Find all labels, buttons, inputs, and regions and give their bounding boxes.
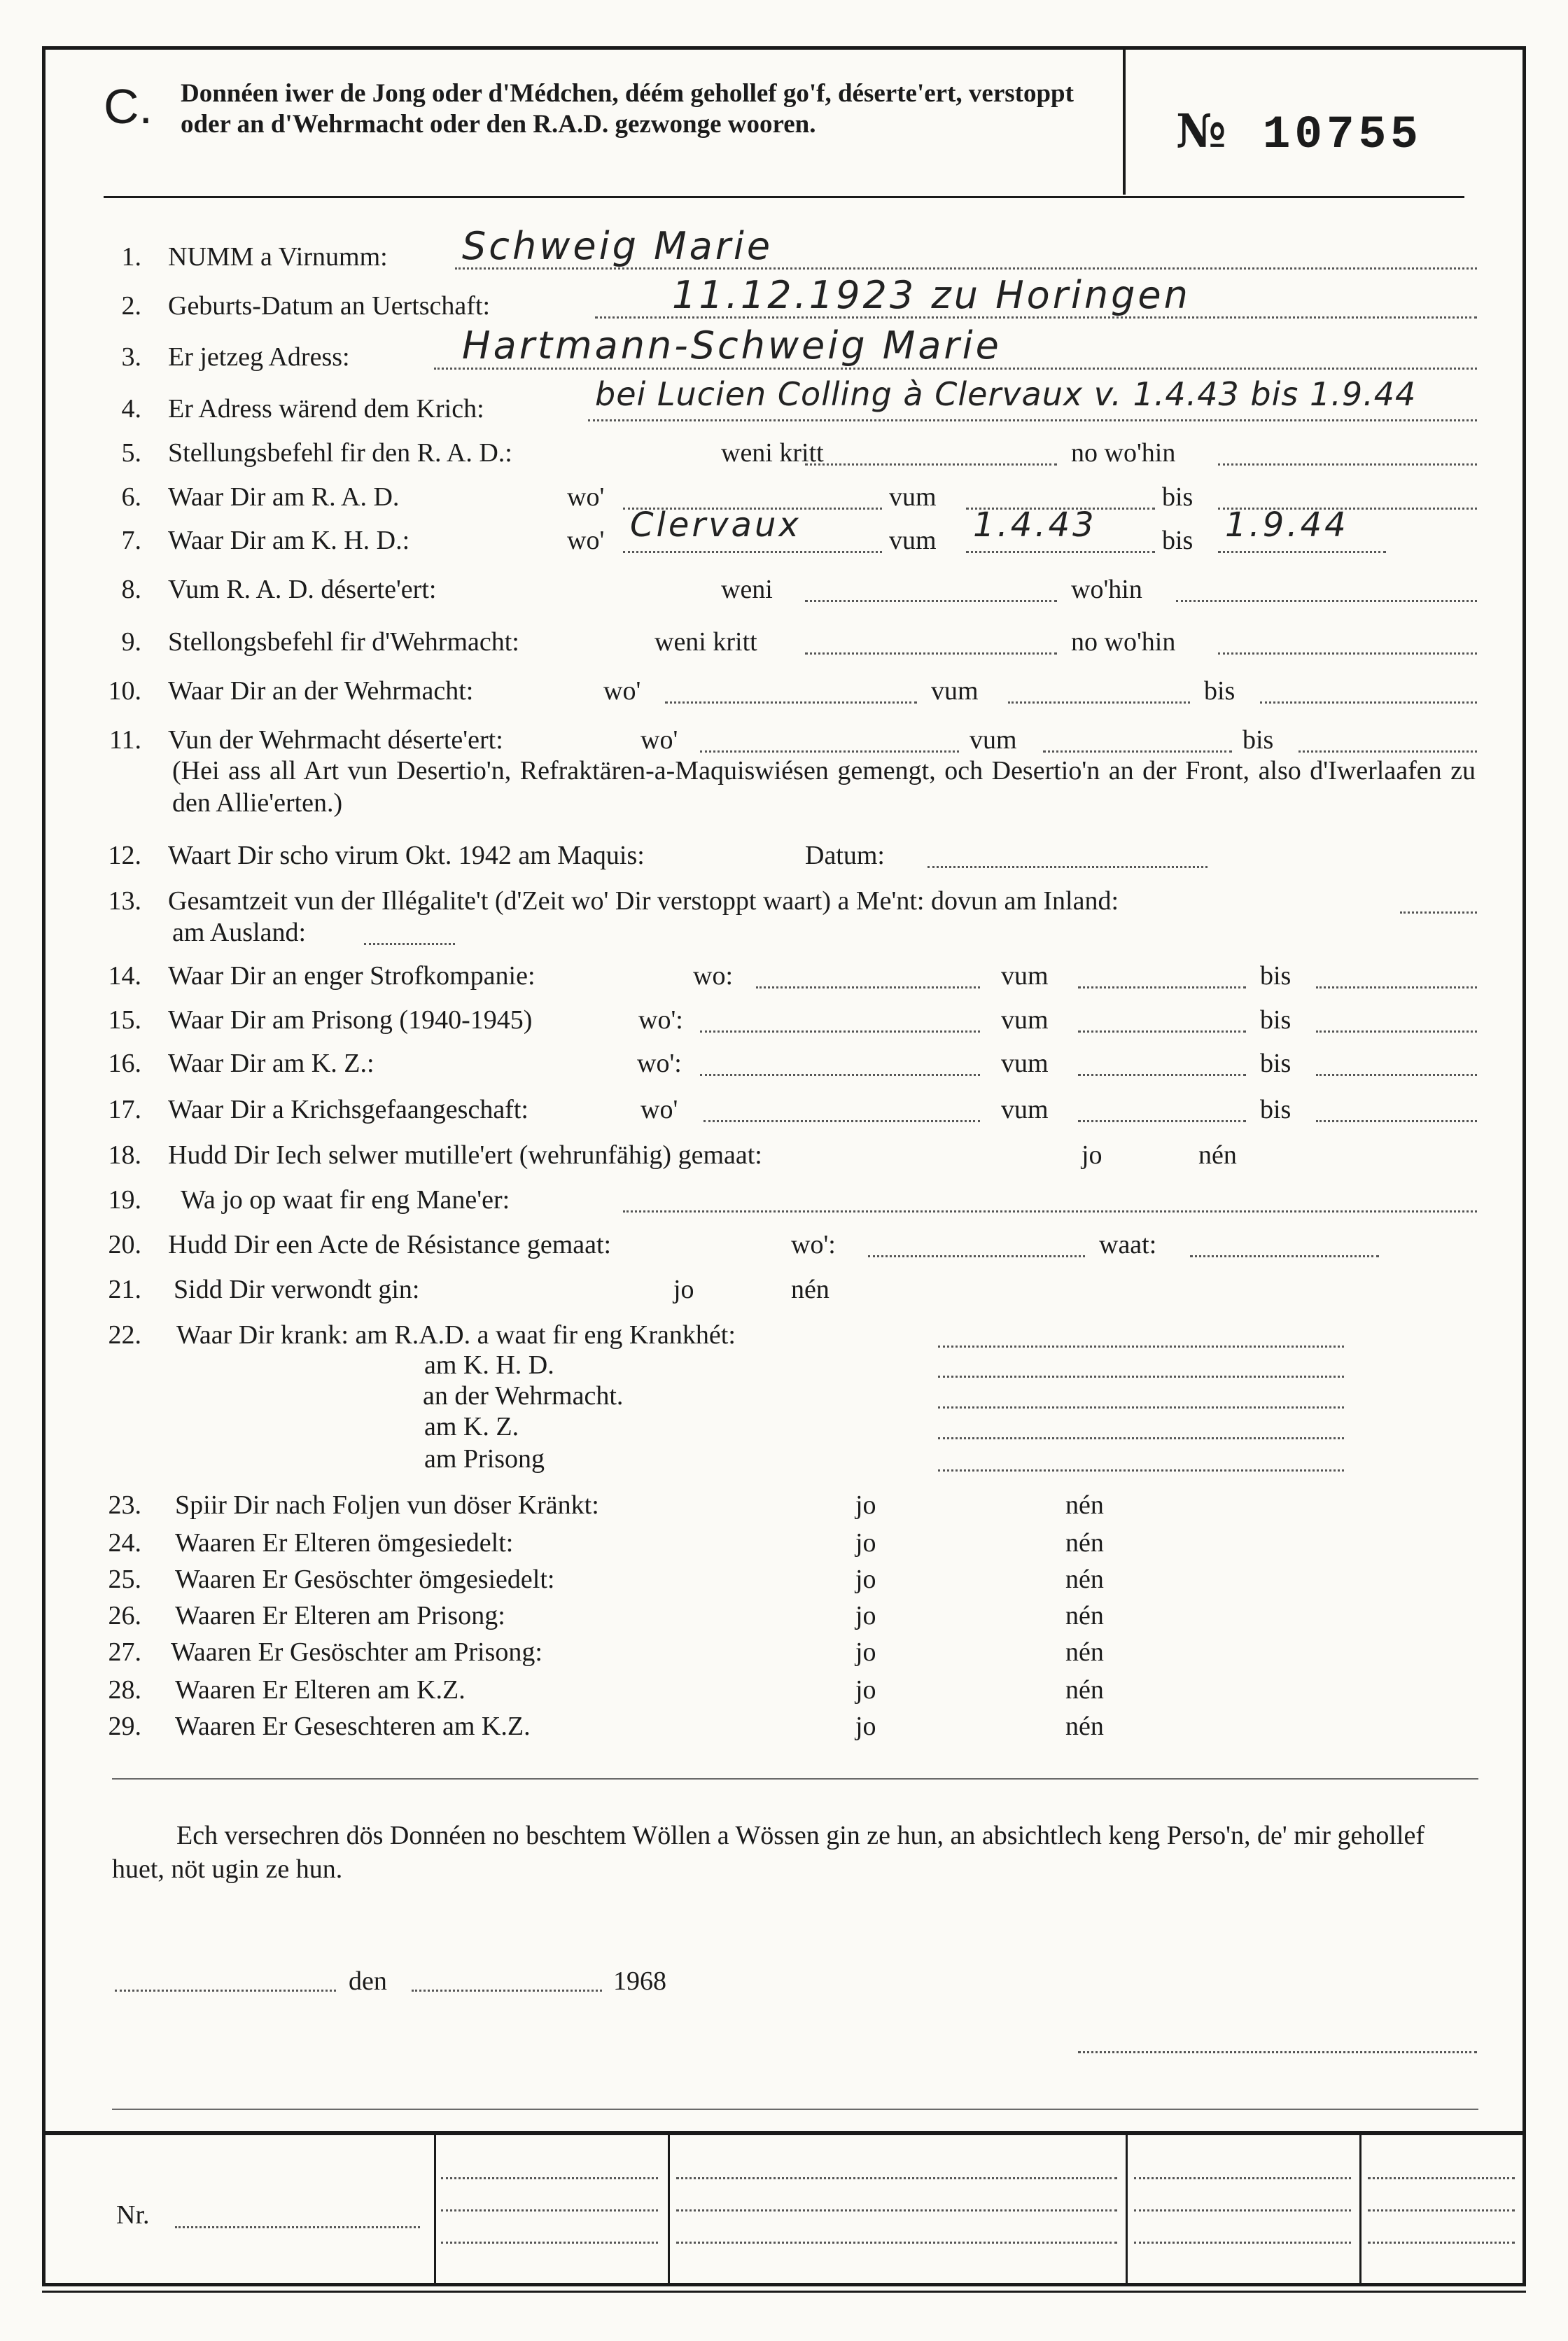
date-den: den xyxy=(349,1966,387,1996)
declaration-text: Ech versechren dös Donnéen no beschtem Wöllen a Wössen gin ze hun, an absichtlech keng Perso'n, de' mir gehollef huet, nöt ugin ze hun. xyxy=(112,1821,1424,1884)
section-divider xyxy=(112,2109,1478,2110)
table-cell-line[interactable] xyxy=(1134,2242,1351,2244)
field-label: wo': xyxy=(638,1005,683,1035)
item-label: Waaren Er Elteren am K.Z. xyxy=(175,1675,465,1705)
item-label: Waar Dir an enger Strofkompanie: xyxy=(168,961,536,991)
item-sublabel: an der Wehrmacht. xyxy=(423,1381,624,1411)
item-number: 17. xyxy=(108,1095,141,1124)
item-number: 6. xyxy=(121,482,141,512)
table-cell-line[interactable] xyxy=(676,2242,1117,2244)
item-label: Waaren Er Geseschteren am K.Z. xyxy=(175,1712,531,1741)
item-number: 21. xyxy=(108,1275,141,1304)
field-label: bis xyxy=(1162,526,1194,555)
answer-line[interactable] xyxy=(1316,1030,1477,1033)
field-label: bis xyxy=(1204,676,1236,706)
answer-line[interactable] xyxy=(938,1376,1344,1378)
field-label: vum xyxy=(889,526,937,555)
item-label: Waaren Er Elteren am Prisong: xyxy=(175,1601,505,1630)
option-no[interactable]: nén xyxy=(791,1275,830,1304)
item-number: 15. xyxy=(108,1005,141,1035)
item-number: 5. xyxy=(121,438,141,468)
item-number: 8. xyxy=(121,575,141,604)
field-label: vum xyxy=(1001,1095,1049,1124)
field-label: bis xyxy=(1260,1095,1292,1124)
answer-line[interactable] xyxy=(623,551,882,553)
answer-line[interactable] xyxy=(1260,701,1477,704)
answer-line[interactable] xyxy=(1008,701,1190,704)
form-title: Donnéen iwer de Jong oder d'Médchen, déém gehollef go'f, déserte'ert, verstoppt oder an d'Wehrmacht oder den R.A.D. gezwonge wooren. xyxy=(181,79,1074,139)
item-label: Waar Dir am R. A. D. xyxy=(168,482,400,512)
field-label: weni kritt xyxy=(654,627,757,657)
item-label: Waar Dir am K. H. D.: xyxy=(168,526,410,555)
answer-line[interactable] xyxy=(588,419,1477,421)
item-label: NUMM a Virnumm: xyxy=(168,242,388,272)
item-number: 29. xyxy=(108,1712,141,1741)
item-label: Waar Dir krank: am R.A.D. a waat fir eng Krankhét: xyxy=(176,1320,736,1350)
option-yes[interactable]: jo xyxy=(855,1601,876,1630)
handwritten-answer: Hartmann-Schweig Marie xyxy=(462,323,1002,368)
table-col-divider xyxy=(1126,2134,1128,2286)
item-label: Spiir Dir nach Foljen vun döser Kränkt: xyxy=(175,1490,599,1520)
item-label: Waart Dir scho virum Okt. 1942 am Maquis: xyxy=(168,841,645,870)
field-label: vum xyxy=(1001,1005,1049,1035)
handwritten-answer: bei Lucien Colling à Clervaux v. 1.4.43 bis 1.9.44 xyxy=(595,375,1417,413)
item-label: Er jetzeg Adress: xyxy=(168,342,350,372)
answer-line[interactable] xyxy=(665,701,917,704)
answer-line[interactable] xyxy=(1316,1074,1477,1076)
field-label: wo': xyxy=(791,1230,836,1259)
field-label: wo' xyxy=(640,725,678,755)
field-label: no wo'hin xyxy=(1071,627,1176,657)
answer-line[interactable] xyxy=(700,750,959,753)
answer-line[interactable] xyxy=(966,551,1155,553)
item-label: Wa jo op waat fir eng Mane'er: xyxy=(181,1185,510,1215)
item-label: Hudd Dir Iech selwer mutille'ert (wehrunfähig) gemaat: xyxy=(168,1140,762,1170)
handwritten-answer: 11.12.1923 zu Horingen xyxy=(672,273,1191,317)
table-cell-line[interactable] xyxy=(1134,2209,1351,2211)
item-number: 19. xyxy=(108,1185,141,1215)
item-number: 28. xyxy=(108,1675,141,1705)
table-cell-line[interactable] xyxy=(441,2242,658,2244)
field-label: Datum: xyxy=(805,841,885,870)
item-sublabel: am Prisong xyxy=(424,1444,545,1474)
item-sublabel: am K. H. D. xyxy=(424,1350,554,1380)
number-symbol: № xyxy=(1176,104,1226,158)
option-no[interactable]: nén xyxy=(1065,1637,1104,1667)
item-number: 9. xyxy=(121,627,141,657)
field-label: bis xyxy=(1242,725,1274,755)
field-label: weni xyxy=(721,575,773,604)
answer-line[interactable] xyxy=(938,1437,1344,1439)
field-label: bis xyxy=(1260,1005,1292,1035)
item-label: Vum R. A. D. déserte'ert: xyxy=(168,575,437,604)
answer-line[interactable] xyxy=(364,943,455,945)
handwritten-answer: Schweig Marie xyxy=(462,224,774,268)
option-no[interactable]: nén xyxy=(1065,1712,1104,1741)
field-label: bis xyxy=(1260,1049,1292,1078)
item-number: 24. xyxy=(108,1528,141,1558)
answer-line[interactable] xyxy=(805,652,1057,655)
table-cell-line[interactable] xyxy=(1368,2242,1515,2244)
handwritten-answer: 1.4.43 xyxy=(973,505,1097,545)
answer-line[interactable] xyxy=(805,600,1057,602)
item-note: (Hei ass all Art vun Desertio'n, Refraktären-a-Maquiswiésen gemengt, och Desertio'n an der Front, also d'Iwerlaafen zu den Allie'erten.) xyxy=(172,756,1476,818)
number-value: 10755 xyxy=(1262,109,1422,161)
place-line[interactable] xyxy=(115,1990,336,1992)
option-no[interactable]: nén xyxy=(1065,1490,1104,1520)
answer-line[interactable] xyxy=(704,1120,980,1122)
field-label: bis xyxy=(1260,961,1292,991)
item-sublabel: am Ausland: xyxy=(172,918,307,947)
option-yes[interactable]: jo xyxy=(855,1565,876,1594)
answer-line[interactable] xyxy=(1218,463,1477,466)
field-label: weni kritt xyxy=(721,438,824,468)
item-label: Geburts-Datum an Uertschaft: xyxy=(168,291,491,321)
item-label: Stellungsbefehl fir den R. A. D.: xyxy=(168,438,512,468)
table-cell-line[interactable] xyxy=(441,2177,658,2179)
item-number: 1. xyxy=(121,242,141,272)
option-yes[interactable]: jo xyxy=(1082,1140,1102,1170)
answer-line[interactable] xyxy=(938,1346,1344,1348)
item-label: Waar Dir am Prisong (1940-1945) xyxy=(168,1005,533,1035)
item-number: 20. xyxy=(108,1230,141,1259)
table-cell-line[interactable] xyxy=(441,2209,658,2211)
field-label: wo'hin xyxy=(1071,575,1142,604)
answer-line[interactable] xyxy=(434,368,1477,370)
handwritten-answer: 1.9.44 xyxy=(1225,505,1349,545)
field-label: bis xyxy=(1162,482,1194,512)
answer-line[interactable] xyxy=(1298,750,1477,753)
item-number: 23. xyxy=(108,1490,141,1520)
answer-line[interactable] xyxy=(1190,1255,1379,1257)
field-label: vum xyxy=(889,482,937,512)
item-number: 7. xyxy=(121,526,141,555)
item-number: 13. xyxy=(108,886,141,916)
item-label: Waaren Er Gesöschter ömgesiedelt: xyxy=(175,1565,555,1594)
nr-line[interactable] xyxy=(175,2226,420,2228)
answer-line[interactable] xyxy=(623,1210,1477,1213)
header-divider xyxy=(1123,49,1126,195)
item-label: Waar Dir an der Wehrmacht: xyxy=(168,676,474,706)
item-number: 22. xyxy=(108,1320,141,1350)
answer-line[interactable] xyxy=(1218,551,1386,553)
table-cell-line[interactable] xyxy=(1368,2209,1515,2211)
answer-line[interactable] xyxy=(1400,911,1477,914)
answer-line[interactable] xyxy=(868,1255,1085,1257)
option-no[interactable]: nén xyxy=(1065,1601,1104,1630)
field-label: wo' xyxy=(567,482,605,512)
table-col-divider xyxy=(434,2134,436,2286)
option-no[interactable]: nén xyxy=(1065,1675,1104,1705)
table-top-rule xyxy=(42,2131,1526,2135)
field-label: wo' xyxy=(567,526,605,555)
table-cell-line[interactable] xyxy=(1134,2177,1351,2179)
date-year: 1968 xyxy=(613,1966,666,1996)
item-number: 25. xyxy=(108,1565,141,1594)
item-number: 2. xyxy=(121,291,141,321)
item-number: 3. xyxy=(121,342,141,372)
answer-line[interactable] xyxy=(1316,1120,1477,1122)
table-cell-line[interactable] xyxy=(676,2209,1117,2211)
item-label: Gesamtzeit vun der Illégalite't (d'Zeit wo' Dir verstoppt waart) a Me'nt: dovun am Inland: xyxy=(168,886,1119,916)
date-line[interactable] xyxy=(412,1990,602,1992)
item-number: 12. xyxy=(108,841,141,870)
option-yes[interactable]: jo xyxy=(855,1675,876,1705)
option-yes[interactable]: jo xyxy=(855,1637,876,1667)
item-label: Er Adress wärend dem Krich: xyxy=(168,394,484,424)
answer-line[interactable] xyxy=(1078,1074,1246,1076)
field-label: vum xyxy=(1001,1049,1049,1078)
section-letter: C. xyxy=(104,79,153,134)
answer-line[interactable] xyxy=(805,463,1057,466)
option-yes[interactable]: jo xyxy=(855,1528,876,1558)
item-number: 16. xyxy=(108,1049,141,1078)
table-cell-line[interactable] xyxy=(1368,2177,1515,2179)
field-label: wo' xyxy=(603,676,641,706)
option-yes[interactable]: jo xyxy=(855,1712,876,1741)
item-number: 11. xyxy=(108,725,141,755)
option-no[interactable]: nén xyxy=(1198,1140,1237,1170)
item-number: 18. xyxy=(108,1140,141,1170)
answer-line[interactable] xyxy=(1078,986,1246,988)
item-label: Stellongsbefehl fir d'Wehrmacht: xyxy=(168,627,519,657)
form-number xyxy=(1176,104,1422,161)
table-cell-line[interactable] xyxy=(676,2177,1117,2179)
answer-line[interactable] xyxy=(1316,986,1477,988)
item-label: Waar Dir a Krichsgefaangeschaft: xyxy=(168,1095,528,1124)
bottom-rule xyxy=(42,2291,1526,2293)
field-label: wo': xyxy=(637,1049,682,1078)
item-number: 4. xyxy=(121,394,141,424)
item-label: Vun der Wehrmacht déserte'ert: xyxy=(168,725,503,755)
item-label: Waar Dir am K. Z.: xyxy=(168,1049,374,1078)
answer-line[interactable] xyxy=(938,1469,1344,1472)
field-label: vum xyxy=(931,676,979,706)
answer-line[interactable] xyxy=(700,1074,980,1076)
field-label: vum xyxy=(969,725,1017,755)
answer-line[interactable] xyxy=(1078,1120,1246,1122)
option-yes[interactable]: jo xyxy=(855,1490,876,1520)
header-rule xyxy=(104,196,1464,198)
item-label: Hudd Dir een Acte de Résistance gemaat: xyxy=(168,1230,612,1259)
item-number: 14. xyxy=(108,961,141,991)
field-label: waat: xyxy=(1099,1230,1157,1259)
field-label: no wo'hin xyxy=(1071,438,1176,468)
field-label: vum xyxy=(1001,961,1049,991)
item-label: Sidd Dir verwondt gin: xyxy=(174,1275,420,1304)
section-divider xyxy=(112,1778,1478,1780)
answer-line[interactable] xyxy=(1176,600,1477,602)
field-label: wo' xyxy=(640,1095,678,1124)
answer-line[interactable] xyxy=(1218,652,1477,655)
item-number: 27. xyxy=(108,1637,141,1667)
item-label: Waaren Er Elteren ömgesiedelt: xyxy=(175,1528,514,1558)
item-label: Waaren Er Gesöschter am Prisong: xyxy=(171,1637,542,1667)
item-number: 26. xyxy=(108,1601,141,1630)
option-yes[interactable]: jo xyxy=(673,1275,694,1304)
answer-line[interactable] xyxy=(938,1406,1344,1409)
answer-line[interactable] xyxy=(1043,750,1232,753)
footer-nr: Nr. xyxy=(116,2200,150,2230)
answer-line[interactable] xyxy=(700,1030,980,1033)
item-number: 10. xyxy=(108,676,141,706)
field-label: wo: xyxy=(693,961,733,991)
answer-line[interactable] xyxy=(1078,1030,1246,1033)
answer-line[interactable] xyxy=(756,986,980,988)
signature-line[interactable] xyxy=(1078,2051,1477,2053)
table-col-divider xyxy=(668,2134,670,2286)
answer-line[interactable] xyxy=(927,866,1208,868)
handwritten-answer: Clervaux xyxy=(630,505,802,545)
option-no[interactable]: nén xyxy=(1065,1528,1104,1558)
item-sublabel: am K. Z. xyxy=(424,1412,519,1441)
option-no[interactable]: nén xyxy=(1065,1565,1104,1594)
table-col-divider xyxy=(1359,2134,1362,2286)
